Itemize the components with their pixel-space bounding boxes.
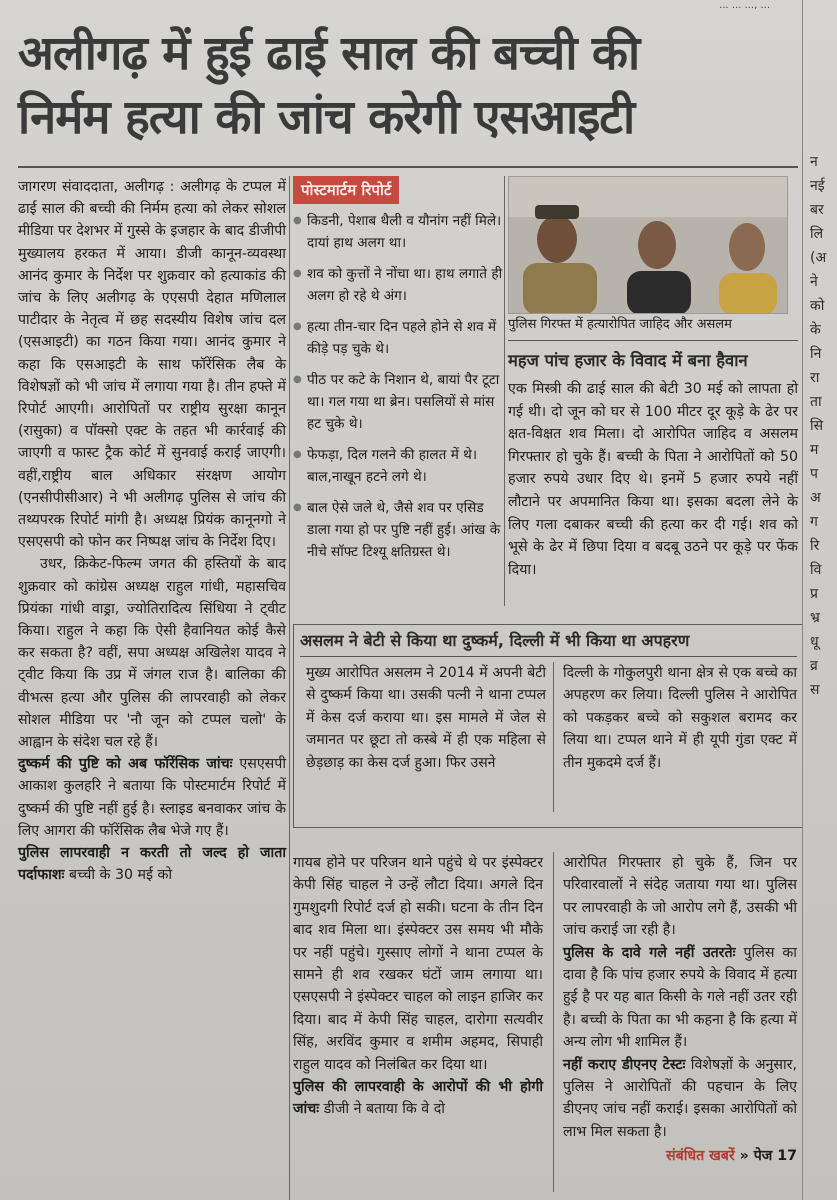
motive-body: एक मिस्त्री की ढाई साल की बेटी 30 मई को लापता हो गई थी। दो जून को घर से 100 मीटर दूर कूड़े के ढेर पर क्षत-विक्षत शव मिला। दो आरोपित जाहिद व असलम गिरफ्तार हो चुके हैं। बच्ची के पिता ने आरोपितों को 50 हजार रुपये उधार दिए थे। इनमें 5 हजार रुपये नहीं लौटाने पर अपमानित किया था। इसका बदला लेने के लिए गला दबाकर बच्ची की हत्या कर दी गई। शव को भूसे के ढेर में छिपा दिया व बदबू उठने पर कूड़े पर फेंक दिया।	[508, 381, 798, 578]
fragment-line: ने	[810, 274, 818, 290]
fragment-line: को	[810, 298, 825, 314]
dna-text: विशेषज्ञों के अनुसार, पुलिस ने आरोपितों की पहचान के लिए डीएनए जांच नहीं कराई। इसका आरोपितों को लाभ मिल सकता है।	[563, 1056, 797, 1140]
fragment-line: नई	[810, 178, 825, 194]
inquiry-subhead: पुलिस की लापरवाही के आरोपों की भी होगी जांचः	[293, 1079, 543, 1118]
postmortem-item: ● फेफड़ा, दिल गलने की हालत में थे। बाल,नाखून हटने लगे थे।	[293, 444, 503, 488]
main-story-para-2: उधर, क्रिकेट-फिल्म जगत की हस्तियों के बाद शुक्रवार को कांग्रेस अध्यक्ष राहुल गांधी, महासचिव प्रियंका गांधी वाड्रा, ज्योतिरादित्य सिंधिया ने ट्वीट किया। राहुल ने कहा कि ऐसी हैवानियत कोई कैसे कर सकता है? वहीं, सपा अध्यक्ष अखिलेश यादव ने ट्वीट किया कि उप्र में जंगल राज है। बालिका की वीभत्स हत्या और पुलिस की लापरवाही को लेकर सोशल मीडिया पर 'नौ जून को टप्पल चलो' के आह्वान के संदेश चल रहे हैं।	[18, 556, 286, 751]
postmortem-box	[293, 176, 503, 606]
negligence-text: बच्ची के 30 मई को	[64, 867, 173, 884]
postmortem-item: ● बाल ऐसे जले थे, जैसे शव पर एसिड डाला गया हो पर पुष्टि नहीं हुई। आंख के नीचे सॉफ्ट टिश्यू क्षतिग्रस्त थे।	[293, 497, 503, 563]
main-story-column	[18, 176, 286, 887]
arrest-photo-illustration	[509, 177, 788, 314]
top-cut-text: ... ... ..., ...	[719, 0, 770, 11]
police-negligence-column	[293, 852, 543, 1121]
fragment-line: ता	[810, 394, 822, 410]
dna-subhead: नहीं कराए डीएनए टेस्टः	[563, 1056, 686, 1073]
fragment-line: रि	[810, 538, 820, 554]
postmortem-item: ● शव को कुत्तों ने नोंचा था। हाथ लगाते ही अलग हो रहे थे अंग।	[293, 263, 503, 307]
motive-subhead: महज पांच हजार के विवाद में बना हैवान	[508, 351, 748, 370]
main-story-para-4	[18, 842, 286, 886]
column-divider-1	[289, 176, 290, 1200]
postmortem-list	[293, 210, 503, 563]
fragment-line: (अ	[810, 250, 827, 266]
fragment-line: के	[810, 322, 821, 338]
fragment-line: प्र	[810, 586, 818, 602]
fragment-line: न	[810, 154, 818, 170]
aslam-inset-title: असलम ने बेटी से किया था दुष्कर्म, दिल्ली में भी किया था अपहरण	[300, 631, 690, 650]
related-news-page: » पेज 17	[734, 1148, 797, 1165]
headline	[18, 22, 798, 150]
main-story-para-3	[18, 753, 286, 842]
caption-rule	[508, 340, 798, 341]
arrest-photo	[508, 176, 788, 314]
fragment-line: अ	[810, 490, 821, 506]
fragment-line: भ्र	[810, 610, 820, 626]
right-column-divider	[802, 0, 803, 1200]
fragment-line: धू	[810, 634, 819, 650]
postmortem-title: पोस्टमार्टम रिपोर्ट	[293, 176, 399, 204]
claims-body: आरोपित गिरफ्तार हो चुके हैं, जिन पर परिवारवालों ने संदेह जताया गया था। पुलिस पर लापरवाही के जो आरोप लगे हैं, उसकी भी जांच कराई जा रही है।	[563, 855, 797, 939]
fragment-line: सि	[810, 418, 824, 434]
adjacent-column-fragment	[806, 0, 837, 1200]
fragment-line: व्र	[810, 658, 818, 674]
postmortem-item: ● पीठ पर कटे के निशान थे, बायां पैर टूटा था। गल गया था ब्रेन। पसलियों से मांस हट चुके थे।	[293, 369, 503, 435]
column-divider-3	[553, 852, 554, 1192]
fragment-line: वि	[810, 562, 822, 578]
column-divider-2	[504, 176, 505, 606]
fragment-line: म	[810, 442, 819, 458]
fragment-line: प	[810, 466, 818, 482]
forensic-subhead: दुष्कर्म की पुष्टि को अब फॉरेंसिक जांचः	[18, 756, 233, 773]
claims-text: पुलिस का दावा है कि पांच हजार रुपये के विवाद में हत्या हुई है पर यह बात किसी के गले नहीं उतर रही है। बच्ची के पिता का भी कहना है कि हत्या में अन्य लोग भी शामिल हैं।	[563, 944, 797, 1051]
fragment-line: ग	[810, 514, 818, 530]
postmortem-item: ● किडनी, पेशाब थैली व यौनांग नहीं मिले। दायां हाथ अलग था।	[293, 210, 503, 254]
headline-line-1: अलीगढ़ में हुई ढाई साल की बच्ची की	[18, 26, 640, 81]
aslam-inset-right: दिल्ली के गोकुलपुरी थाना क्षेत्र से एक बच्चे का अपहरण कर लिया। दिल्ली पुलिस ने आरोपित को पकड़कर बच्चे को सकुशल बरामद कर लिया था। टप्पल थाने में ही यूपी गुंडा एक्ट में तीन मुकदमे दर्ज हैं।	[563, 665, 797, 771]
fragment-line: बर	[810, 202, 824, 218]
police-negligence-body: गायब होने पर परिजन थाने पहुंचे थे पर इंस्पेक्टर केपी सिंह चाहल ने उन्हें लौटा दिया। अगले दिन गुमशुदगी रिपोर्ट दर्ज हो सकी। घटना के तीन दिन बाद शव मिला था। इंस्पेक्टर उस समय भी मौके पर नहीं पहुंचे। गुस्साए लोगों ने थाना टप्पल के सामने ही शव रखकर घंटों जाम लगाया था। एसएसपी ने इंस्पेक्टर चाहल को लाइन हाजिर कर दिया। बाद में केपी सिंह चाहल, दारोगा सत्यवीर सिंह, अरविंद कुमार व शमीम अहमद, सिपाही राहुल यादव को निलंबित कर दिया था।	[293, 855, 543, 1073]
fragment-line: नि	[810, 346, 822, 362]
fragment-line: स	[810, 682, 820, 698]
related-news	[563, 1145, 797, 1167]
headline-line-2: निर्मम हत्या की जांच करेगी एसआइटी	[18, 90, 635, 145]
inquiry-text: डीजी ने बताया कि वे दो	[319, 1101, 445, 1118]
claims-subhead: पुलिस के दावे गले नहीं उतरतेः	[563, 944, 736, 961]
aslam-inset-left: मुख्य आरोपित असलम ने 2014 में अपनी बेटी से दुष्कर्म किया था। उसकी पत्नी ने थाना टप्पल में केस दर्ज कराया था। इस मामले में जेल से जमानत पर छूटा तो कस्बे में ही एक महिला से छेड़छाड़ का केस दर्ज हुआ। फिर उसने	[306, 665, 546, 771]
postmortem-item: ● हत्या तीन-चार दिन पहले होने से शव में कीड़े पड़ चुके थे।	[293, 316, 503, 360]
photo-caption: पुलिस गिरफ्त में हत्यारोपित जाहिद और असलम	[508, 317, 732, 332]
headline-rule	[18, 166, 798, 168]
related-news-link[interactable]: संबंधित खबरें	[666, 1148, 735, 1165]
negligence-subhead: पुलिस लापरवाही न करती तो जल्द हो जाता पर्दाफाशः	[18, 845, 286, 884]
inset-title-rule	[300, 656, 797, 657]
fragment-line: रा	[810, 370, 820, 386]
inset-divider	[553, 662, 554, 812]
claims-column	[563, 852, 797, 1168]
forensic-text: एसएसपी आकाश कुलहरि ने बताया कि पोस्टमार्टम रिपोर्ट में दुष्कर्म की पुष्टि नहीं हुई है। स्लाइड बनवाकर जांच के लिए आगरा की फॉरेंसिक लैब भेजे गए हैं।	[18, 756, 286, 839]
main-story-para-1: जागरण संवाददाता, अलीगढ़ : अलीगढ़ के टप्पल में ढाई साल की बच्ची की निर्मम हत्या को लेकर सोशल मीडिया पर देशभर में गुस्से के इजहार के बाद डीजीपी मुख्यालय हरकत में आया। डीजी कानून-व्यवस्था आनंद कुमार के निर्देश पर शुक्रवार को हत्याकांड की जांच के लिए अलीगढ़ के एएसपी देहात मणिलाल पाटीदार के नेतृत्व में छह सदस्यीय विशेष जांच दल (एसआइटी) का गठन किया गया। आनंद कुमार ने कहा कि एसआइटी के साथ फॉरेंसिक लैब के विशेषज्ञों को भी जांच में लगाया गया है। तीन हफ्ते में रिपोर्ट आएगी। आरोपितों पर राष्ट्रीय सुरक्षा कानून (रासुका) व पॉक्सो एक्ट के तहत भी कार्रवाई की जाएगी व फास्ट ट्रैक कोर्ट में सुनवाई कराई जाएगी। वहीं,राष्ट्रीय बाल अधिकार संरक्षण आयोग (एनसीपीसीआर) ने भी अलीगढ़ पुलिस से जांच की तथ्यपरक रिपोर्ट मांगी है। अध्यक्ष प्रियंक कानूनगो ने एसएसपी को फोन कर निष्पक्ष जांच के निर्देश दिए।	[18, 179, 286, 551]
fragment-line: लि	[810, 226, 824, 242]
